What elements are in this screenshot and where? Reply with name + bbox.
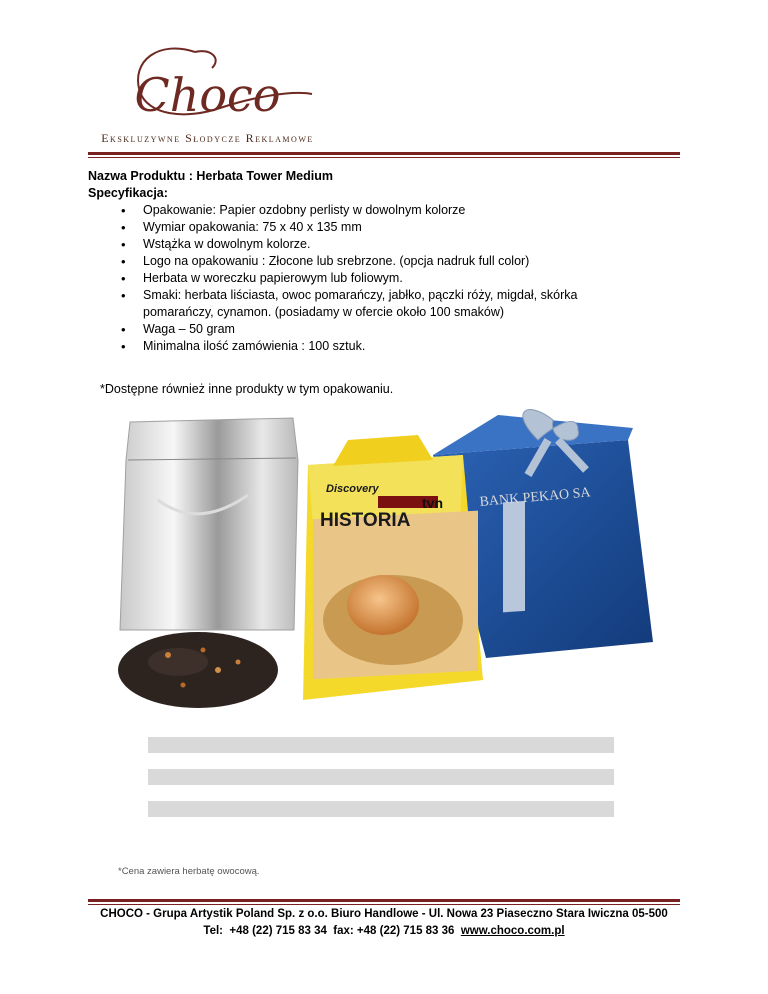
product-photo [108,400,668,722]
footer-divider-thin [88,904,680,905]
header-divider [88,152,680,155]
spec-item: • Waga – 50 gram [143,321,688,338]
loose-tea-pile [118,632,278,708]
product-name: Nazwa Produktu : Herbata Tower Medium [88,169,333,183]
placeholder-bar [148,801,614,817]
choco-logo [100,40,315,150]
footer-address: CHOCO - Grupa Artystik Poland Sp. z o.o. Biuro Handlowe - Ul. Nowa 23 Piaseczno Stara Iwiczna 05-500 [100,908,668,920]
packaging-illustration [108,400,668,722]
footer-phone-fax: Tel: +48 (22) 715 83 34 fax: +48 (22) 715 83 36 [203,925,461,937]
yellow-box-brand: Discovery [326,483,379,495]
yellow-box-channel: tvn [422,495,443,511]
footer-contact [0,925,768,937]
blue-box-label: BANK PEKAO SA [479,485,592,510]
logo-wordmark: Choco [134,68,281,122]
website-link[interactable]: www.choco.com.pl [460,925,565,937]
yellow-box-title: HISTORIA [320,510,411,531]
spec-item: • Wymiar opakowania: 75 x 40 x 135 mm [143,219,688,236]
footer-divider [88,899,680,902]
price-note: *Cena zawiera herbatę owocową. [118,866,260,877]
spec-item: • Wstążka w dowolnym kolorze. [143,236,688,253]
placeholder-bar [148,737,614,753]
spec-list [88,202,688,355]
header-divider-thin [88,157,680,158]
availability-note: *Dostępne również inne produkty w tym opakowaniu. [100,382,394,396]
spec-heading: Specyfikacja: [88,186,168,200]
spec-item: • Opakowanie: Papier ozdobny perlisty w dowolnym kolorze [143,202,688,219]
brand-tagline: Ekskluzywne Słodycze Reklamowe [101,131,314,145]
spec-item: • Logo na opakowaniu : Złocone lub srebrzone. (opcja nadruk full color) [143,253,688,270]
spec-item: • Smaki: herbata liściasta, owoc pomarańczy, jabłko, pączki róży, migdał, skórka pomarańczy, cynamon. (posiadamy w ofercie około 100 smaków) [143,287,603,321]
placeholder-bar [148,769,614,785]
spec-item: • Herbata w woreczku papierowym lub foliowym. [143,270,688,287]
silver-tea-bag [120,418,298,630]
yellow-gift-box [303,435,483,700]
product-spec [88,168,688,355]
spec-item: • Minimalna ilość zamówienia : 100 sztuk. [143,338,688,355]
